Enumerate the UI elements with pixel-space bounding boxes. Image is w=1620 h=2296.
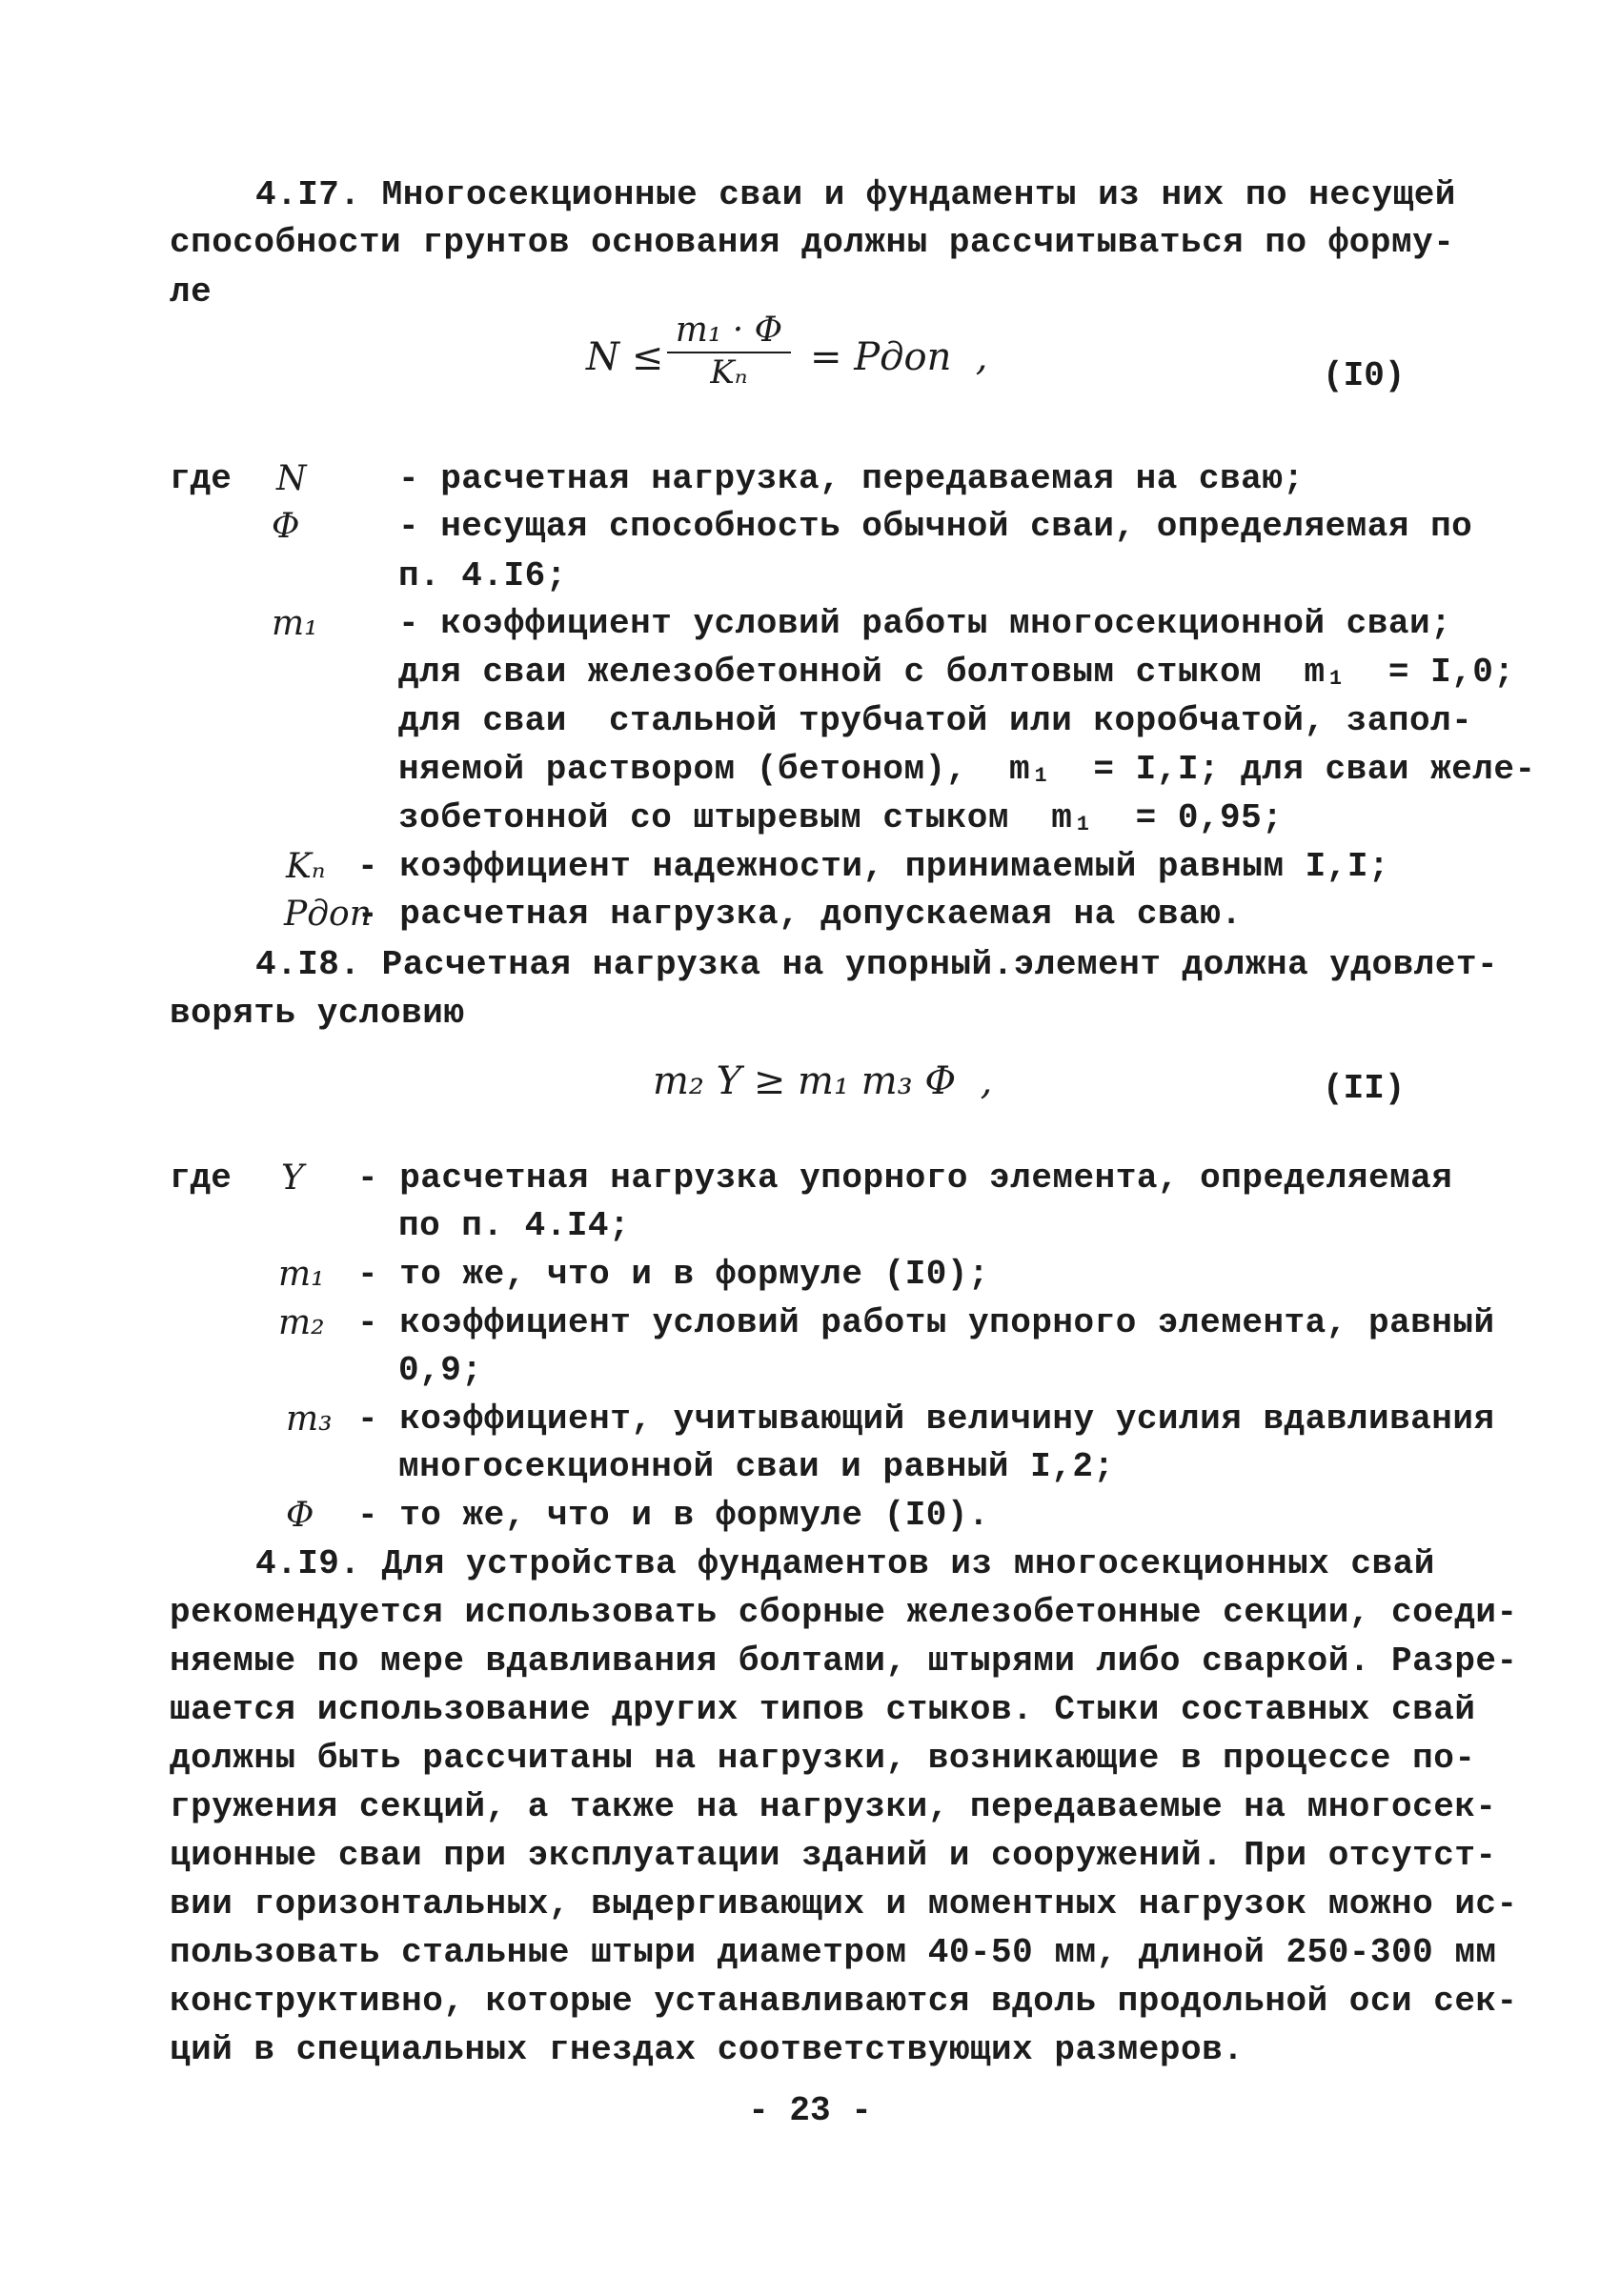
page-number: - 23 - <box>748 2091 872 2130</box>
symbol-y: Y <box>281 1158 304 1198</box>
paragraph-line: 4.I8. Расчетная нагрузка на упорный.элемент должна удовлет- <box>255 945 1499 984</box>
definition-line: п. 4.I6; <box>398 556 567 595</box>
fraction-denominator: Kₙ <box>710 353 748 392</box>
symbol-phi: Φ <box>286 1496 314 1535</box>
definition-line: зобетонной со штыревым стыком m₁ = 0,95; <box>398 798 1284 837</box>
definition-line: - коэффициент условий работы многосекционной сваи; <box>398 604 1452 643</box>
paragraph-line: пользовать стальные штыри диаметром 40-50 мм, длиной 250-300 мм <box>170 1933 1497 1972</box>
paragraph-line: способности грунтов основания должны рассчитываться по форму- <box>170 223 1455 262</box>
definition-line: - несущая способность обычной сваи, определяемая по <box>398 507 1473 546</box>
symbol-m3: m₃ <box>286 1400 333 1439</box>
paragraph-line: должны быть рассчитаны на нагрузки, возникающие в процессе по- <box>170 1739 1476 1778</box>
definition-line: - коэффициент надежности, принимаемый равным I,I; <box>357 847 1390 886</box>
where-label: где <box>170 1158 232 1198</box>
definition-line: - расчетная нагрузка, допускаемая на сваю. <box>357 895 1243 934</box>
definition-line: для сваи железобетонной с болтовым стыком m₁ = I,0; <box>398 653 1515 692</box>
definition-line: 0,9; <box>398 1351 483 1390</box>
paragraph-line: ле <box>170 272 213 312</box>
symbol-pdop: Pдоп <box>284 895 372 934</box>
paragraph-line: няемые по мере вдавливания болтами, штырями либо сваркой. Разре- <box>170 1641 1518 1681</box>
symbol-m1: m₁ <box>272 604 318 643</box>
definition-line: многосекционной сваи и равный I,2; <box>398 1447 1115 1486</box>
equation-number: (I0) <box>1323 356 1406 395</box>
formula-text: m₂ Y ≥ m₁ m₃ Φ , <box>653 1059 993 1103</box>
definition-line: - коэффициент условий работы упорного элемента, равный <box>357 1303 1495 1342</box>
paragraph-line: ворять условию <box>170 994 465 1033</box>
paragraph-line: 4.I9. Для устройства фундаментов из многосекционных свай <box>255 1544 1435 1583</box>
definition-line: - расчетная нагрузка упорного элемента, определяемая <box>357 1158 1453 1198</box>
definition-line: няемой раствором (бетоном), m₁ = I,I; для сваи желе- <box>398 750 1536 789</box>
definition-line: - то же, что и в формуле (I0). <box>357 1496 990 1535</box>
formula-rhs: = Pдоп , <box>810 335 988 379</box>
symbol-kn: Kₙ <box>286 847 326 886</box>
formula-lhs: N ≤ <box>586 335 664 379</box>
paragraph-line: рекомендуется использовать сборные железобетонные секции, соеди- <box>170 1593 1518 1632</box>
definition-line: - расчетная нагрузка, передаваемая на сваю; <box>398 459 1305 498</box>
paragraph-line: ционные сваи при эксплуатации зданий и сооружений. При отсутст- <box>170 1836 1497 1875</box>
symbol-N: N <box>276 459 307 498</box>
paragraph-line: ций в специальных гнездах соответствующих размеров. <box>170 2030 1245 2069</box>
definition-line: - коэффициент, учитывающий величину усилия вдавливания <box>357 1400 1495 1439</box>
paragraph-line: шается использование других типов стыков. Стыки составных свай <box>170 1690 1476 1729</box>
where-label: где <box>170 459 232 498</box>
definition-line: для сваи стальной трубчатой или коробчатой, запол- <box>398 701 1473 740</box>
fraction-numerator: m₁ · Φ <box>675 311 783 350</box>
formula-fraction <box>667 310 791 392</box>
paragraph-line: конструктивно, которые устанавливаются вдоль продольной оси сек- <box>170 1982 1518 2021</box>
symbol-phi: Φ <box>272 507 300 546</box>
paragraph-line: гружения секций, а также на нагрузки, передаваемые на многосек- <box>170 1787 1497 1826</box>
symbol-m2: m₂ <box>278 1303 325 1342</box>
equation-number: (II) <box>1323 1069 1406 1108</box>
definition-line: - то же, что и в формуле (I0); <box>357 1255 990 1294</box>
paragraph-line: вии горизонтальных, выдергивающих и моментных нагрузок можно ис- <box>170 1884 1518 1923</box>
paragraph-line: 4.I7. Многосекционные сваи и фундаменты из них по несущей <box>255 175 1456 214</box>
symbol-m1: m₁ <box>278 1255 325 1294</box>
definition-line: по п. 4.I4; <box>398 1206 631 1245</box>
